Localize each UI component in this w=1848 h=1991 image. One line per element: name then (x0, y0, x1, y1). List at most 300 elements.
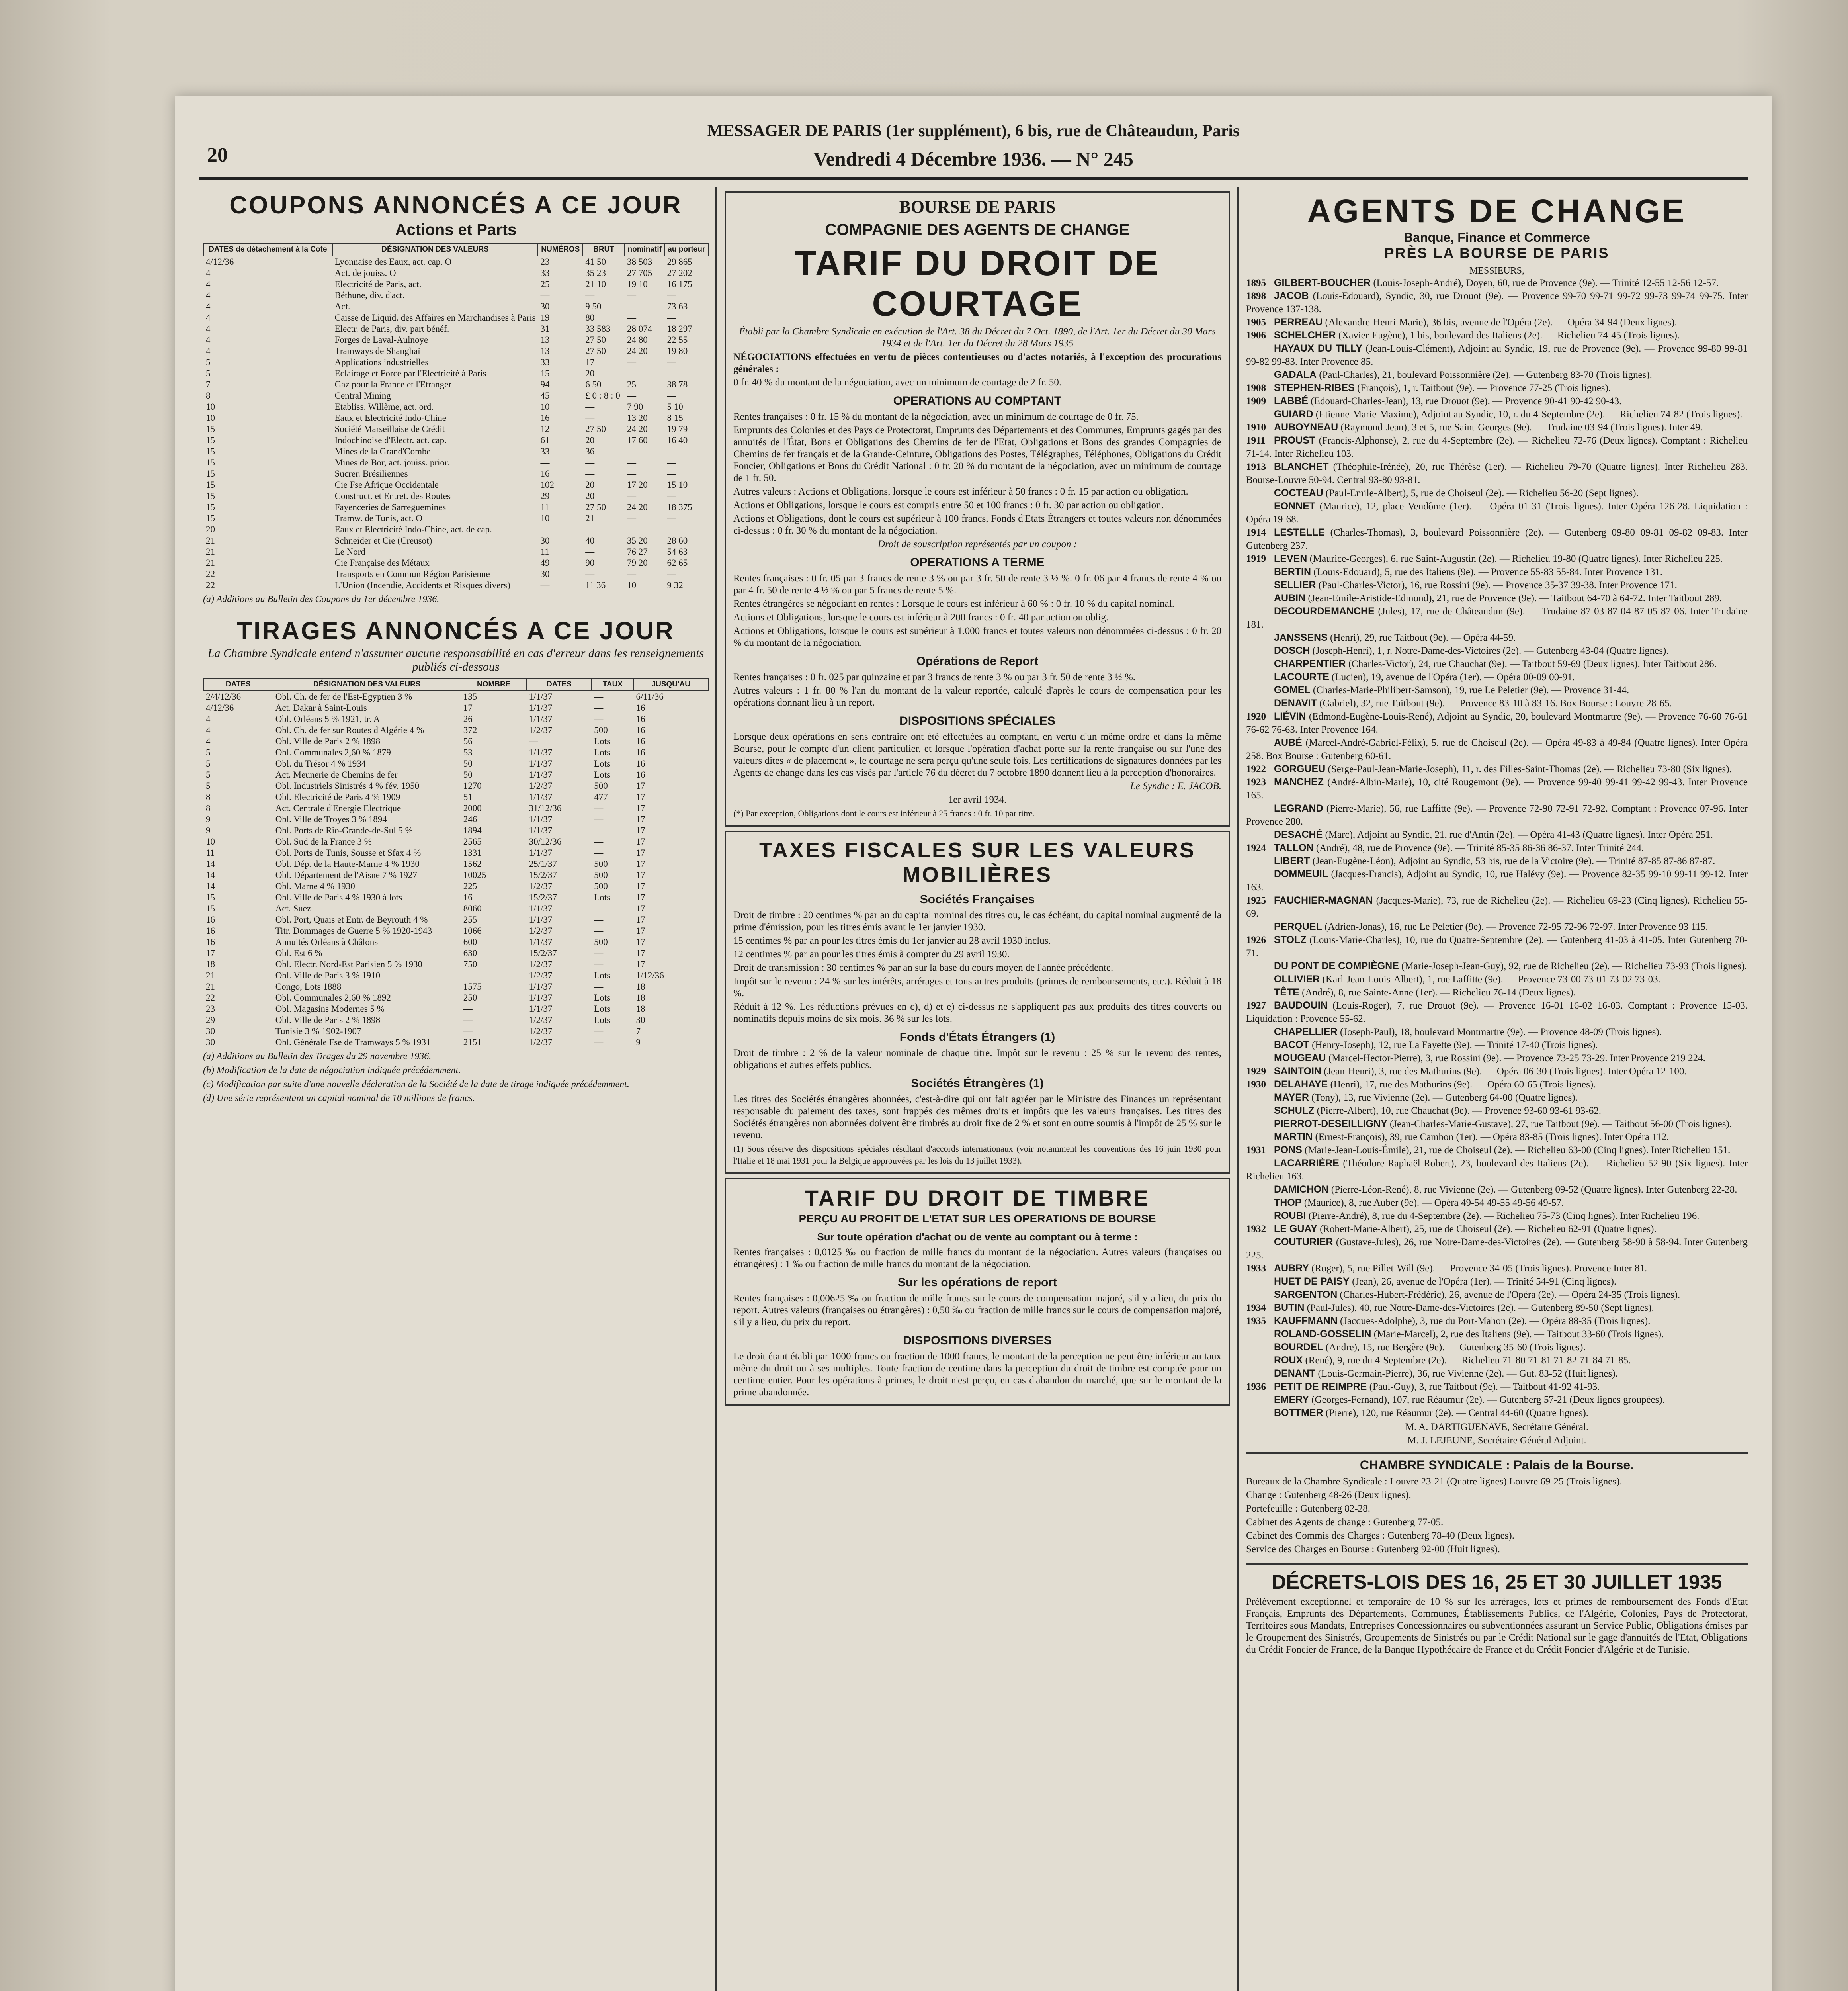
tirages-note: (b) Modification de la date de négociation indiquée précédemment. (203, 1065, 461, 1076)
table-cell: 630 (463, 948, 477, 958)
report-item: Autres valeurs : 1 fr. 80 % l'an du montant de la valeur reportée, calculé d'après le cours de compensation pour les opérations donnant lieu à un report. (733, 685, 1221, 708)
table-cell: Obl. Ville de Paris 2 % 1898 (275, 1015, 381, 1025)
agent-list (1246, 276, 1748, 1420)
table-cell: Obl. Ports de Tunis, Sousse et Sfax 4 % (275, 848, 421, 858)
table-cell: 61 (540, 435, 550, 445)
agent-entry (1246, 736, 1748, 763)
agent-entry (1246, 1354, 1748, 1367)
table-cell: Lots (594, 993, 611, 1003)
table-cell: 17 (636, 892, 645, 902)
agent-details: (Jacques-Marie), 73, rue de Richelieu (2e). — Richelieu 69-23 (Cinq lignes). Richelieu 55-69. (1246, 895, 1748, 919)
table-cell: 76 27 (627, 547, 648, 557)
table-cell: 15 (206, 513, 215, 523)
table-row (203, 959, 708, 970)
agent-name: DOMMEUIL (1274, 868, 1328, 880)
agent-year: 1922 (1246, 764, 1266, 774)
table-cell: — (627, 391, 636, 401)
table-cell: — (667, 313, 676, 323)
table-row (203, 758, 708, 769)
table-cell: 22 (206, 993, 215, 1003)
table-cell: — (627, 357, 636, 367)
table-cell: 1/1/37 (529, 915, 553, 925)
table-cell: — (627, 290, 636, 300)
table-cell: 5 (206, 368, 211, 378)
table-cell: Act. Meunerie de Chemins de fer (275, 770, 398, 780)
table-cell: 225 (463, 881, 477, 891)
table-cell: 27 50 (585, 346, 606, 356)
coupons-title: COUPONS ANNONCÉS A CE JOUR (229, 192, 682, 219)
table-cell: 600 (463, 937, 477, 947)
agent-name: EONNET (1274, 501, 1316, 512)
table-cell: 27 705 (627, 268, 652, 278)
agents-subtitle: Banque, Finance et Commerce (1404, 230, 1590, 244)
table-cell: 500 (594, 781, 608, 791)
table-cell: 21 (585, 513, 595, 523)
agent-entry (1246, 605, 1748, 631)
agent-entry (1246, 802, 1748, 828)
table-cell: — (627, 368, 636, 378)
agent-details: (Lucien), 19, avenue de l'Opéra (1er). — Opéra 00-09 00-91. (1332, 672, 1575, 683)
table-cell: 20 (585, 435, 595, 445)
table-cell: — (585, 569, 595, 579)
agent-entry (1246, 1288, 1748, 1301)
agent-name: GILBERT-BOUCHER (1274, 277, 1371, 288)
table-cell: 26 (463, 714, 473, 724)
table-cell: — (594, 837, 604, 847)
agent-details: (Charles-Victor), 24, rue Chauchat (9e). — Taitbout 59-69 (Deux lignes). Inter Taitbout 286. (1348, 659, 1717, 669)
table-cell: 246 (463, 814, 477, 824)
table-cell: Lyonnaise des Eaux, act. cap. O (334, 257, 452, 267)
agent-year: 1934 (1246, 1303, 1266, 1313)
coupons-table (203, 243, 709, 591)
table-cell: 4 (206, 335, 211, 345)
tirages-note: (c) Modification par suite d'une nouvelle déclaration de la Société de la date de tirage indiquée précédemment. (203, 1079, 629, 1089)
table-cell: 33 (540, 357, 550, 367)
table-cell: — (667, 491, 676, 501)
table-cell: Schneider et Cie (Creusot) (334, 536, 432, 546)
table-cell: 7 90 (627, 402, 643, 412)
table-cell: — (594, 814, 604, 824)
terme-list (733, 573, 1221, 649)
table-cell: 22 (206, 569, 215, 579)
table-cell: 1/1/37 (529, 904, 553, 913)
agent-details: (Charles-Marie-Philibert-Samson), 19, rue Le Peletier (9e). — Provence 31-44. (1313, 685, 1629, 696)
table-cell: Fayenceries de Sarreguemines (334, 502, 446, 512)
table-cell: 40 (585, 536, 595, 546)
table-cell: 11 (540, 502, 549, 512)
table-cell: 31 (540, 324, 550, 334)
agent-name: OLLIVIER (1274, 974, 1320, 985)
table-cell: — (463, 1004, 473, 1014)
table-cell: — (627, 446, 636, 456)
agent-details: (Pierre-Marie), 56, rue Laffitte (9e). — Provence 72-90 72-91 72-92. Comptant : Provence 07-96. Inter Provence 280. (1246, 803, 1748, 827)
table-cell: Le Nord (334, 547, 365, 557)
table-cell: 17 (636, 915, 645, 925)
table-cell: Transports en Commun Région Parisienne (334, 569, 490, 579)
table-cell: 27 50 (585, 335, 606, 345)
table-cell: 22 55 (667, 335, 688, 345)
comptant-heading: OPERATIONS AU COMPTANT (893, 394, 1062, 407)
bourse-title: BOURSE DE PARIS (899, 197, 1056, 217)
table-cell: 9 (636, 1037, 641, 1047)
coupons-header: BRUT (583, 243, 625, 256)
agent-year: 1933 (1246, 1263, 1266, 1274)
agent-details: (Maurice), 8, rue Auber (9e). — Opéra 49-54 49-55 49-56 49-57. (1304, 1197, 1564, 1208)
fr-heading: Sociétés Françaises (920, 893, 1035, 906)
table-cell: 1/2/37 (529, 881, 553, 891)
tirages-header: DÉSIGNATION DES VALEURS (273, 678, 461, 691)
agent-entry (1246, 1393, 1748, 1406)
agent-year: 1914 (1246, 527, 1266, 538)
table-cell: 15 (540, 368, 550, 378)
agent-details: (Joseph-Paul), 18, boulevard Montmartre (9e). — Provence 48-09 (Trois lignes). (1340, 1027, 1662, 1037)
negotiations-rate: 0 fr. 40 % du montant de la négociation, avec un minimum de courtage de 2 fr. 50. (733, 377, 1062, 388)
table-cell: 38 78 (667, 379, 688, 389)
agent-entry (1246, 960, 1748, 973)
agent-entry (1246, 500, 1748, 526)
chambre-list (1246, 1476, 1748, 1555)
table-cell: 16 (636, 759, 645, 769)
column-rule (1237, 187, 1239, 1991)
table-cell: 30 (206, 1037, 215, 1047)
table-cell: 8 (206, 803, 211, 813)
table-cell: Sucrer. Brésiliennes (334, 469, 408, 479)
table-cell: — (627, 524, 636, 534)
table-cell: 4/12/36 (206, 703, 234, 713)
agent-name: GORGUEU (1274, 763, 1326, 774)
courtage-intro: Établi par la Chambre Syndicale en exécution de l'Art. 38 du Décret du 7 Oct. 1890, de l'Art. 1er du Décret du 30 Mars 1934 et de l'Art. 1er du Décret du 28 Mars 1935 (739, 326, 1216, 349)
agent-year: 1910 (1246, 422, 1266, 433)
table-cell: 17 (636, 859, 645, 869)
table-cell: 20 (585, 368, 595, 378)
agent-name: JANSSENS (1274, 632, 1328, 643)
agent-details: (Marc), Adjoint au Syndic, 21, rue d'Antin (2e). — Opéra 41-43 (Quatre lignes). Inter Opéra 251. (1325, 829, 1713, 840)
agent-details: (François), 1, r. Taitbout (9e). — Provence 77-25 (Trois lignes). (1357, 383, 1611, 393)
agent-details: (Raymond-Jean), 3 et 5, rue Saint-Georges (9e). — Trudaine 03-94 (Trois lignes). Inter 49. (1340, 422, 1703, 433)
table-cell: 30 (540, 301, 550, 311)
table-cell: 1575 (463, 982, 482, 992)
table-row (203, 870, 708, 881)
table-row (203, 580, 708, 591)
agent-name: AUBRY (1274, 1263, 1309, 1274)
table-cell: 16 (540, 469, 550, 479)
agent-entry (1246, 1262, 1748, 1275)
agent-details: (Henry-Joseph), 12, rue La Fayette (9e). — Trinité 17-40 (Trois lignes). (1312, 1040, 1598, 1050)
table-cell: Gaz pour la France et l'Etranger (334, 379, 452, 389)
table-cell: 41 50 (585, 257, 606, 267)
agent-entry (1246, 1157, 1748, 1183)
table-cell: 33 583 (585, 324, 611, 334)
table-row (203, 535, 708, 546)
table-cell: 16 (206, 926, 215, 936)
table-cell: 21 (206, 558, 215, 568)
table-cell: 24 20 (627, 346, 648, 356)
comptant-item: Emprunts des Colonies et des Pays de Protectorat, Emprunts des Départements et des Communes, Emprunts gagés par des annuités de l'État, Bons et Obligations des Chemins de fer de l'Etat, Obligations et Bons des grandes Compagnies de Chemins de fer français et de la Grande-Ceinture, Obligations des Postes, Télégraphes, Téléphones, Obligations du Crédit Foncier, Obligations et Bons du Crédit National : 0 fr. 20 % du montant de la négociation, avec un minimum de courtage de 1 fr. 50. (733, 425, 1221, 483)
table-row (203, 769, 708, 780)
table-cell: — (594, 904, 604, 913)
agent-name: DESACHÉ (1274, 829, 1323, 840)
table-cell: 500 (594, 725, 608, 735)
agent-year: 1911 (1246, 435, 1266, 446)
agent-details: (Henri), 17, rue des Mathurins (9e). — Opéra 60-65 (Trois lignes). (1330, 1079, 1596, 1090)
table-cell: 31/12/36 (529, 803, 562, 813)
agent-name: DECOURDEMANCHE (1274, 606, 1375, 617)
terme-item: Rentes étrangères se négociant en rentes : Lorsque le cours est inférieur à 60 % : 0 fr. 10 % du capital nominal. (733, 598, 1174, 609)
table-cell: Cie Fse Afrique Occidentale (334, 480, 439, 490)
table-row (203, 479, 708, 491)
table-cell: 17 (636, 870, 645, 880)
table-cell: — (667, 290, 676, 300)
table-cell: 5 (206, 759, 211, 769)
table-cell: 1/1/37 (529, 714, 553, 724)
agent-entry (1246, 1314, 1748, 1328)
comptant-item: Rentes françaises : 0 fr. 15 % du montant de la négociation, avec un minimum de courtage de 0 fr. 75. (733, 411, 1139, 422)
table-cell: 20 (585, 480, 595, 490)
agent-details: (Marcel-Hector-Pierre), 3, rue Rossini (9e). — Provence 73-25 73-29. Inter Provence 219 224. (1328, 1053, 1705, 1064)
agent-year: 1936 (1246, 1381, 1266, 1392)
table-cell: 20 (206, 524, 215, 534)
syndic-signature: Le Syndic : E. JACOB. (1130, 781, 1221, 792)
table-row (203, 256, 708, 268)
table-cell: 15 (206, 458, 215, 467)
header-rule (199, 177, 1748, 180)
table-cell: Obl. Ville de Paris 4 % 1930 à lots (275, 892, 402, 902)
table-row (203, 368, 708, 379)
agent-name: DOSCH (1274, 645, 1310, 656)
agent-entry (1246, 1052, 1748, 1065)
table-row (203, 546, 708, 557)
table-cell: 477 (594, 792, 608, 802)
table-cell: 1/2/37 (529, 781, 553, 791)
table-cell: 29 (206, 1015, 215, 1025)
agent-name: LE GUAY (1274, 1223, 1317, 1234)
table-cell: 2151 (463, 1037, 482, 1047)
table-cell: 19 80 (667, 346, 688, 356)
agent-entry (1246, 1209, 1748, 1222)
agent-name: ROLAND-GOSSELIN (1274, 1328, 1371, 1340)
agent-name: PETIT DE REIMPRE (1274, 1381, 1367, 1392)
table-cell: Lots (594, 1004, 611, 1014)
agent-year: 1927 (1246, 1000, 1266, 1011)
diverses-heading: DISPOSITIONS DIVERSES (903, 1334, 1052, 1347)
agent-name: BOURDEL (1274, 1342, 1323, 1353)
table-cell: 16 (463, 892, 473, 902)
agent-year: 1919 (1246, 553, 1266, 564)
table-cell: 10 (206, 402, 215, 412)
etats-text: Droit de timbre : 2 % de la valeur nominale de chaque titre. Impôt sur le revenu : 25 % sur le revenu des rentes, obligations et autres effets publics. (733, 1048, 1221, 1070)
table-cell: Obl. Ville de Troyes 3 % 1894 (275, 814, 387, 824)
etr-text: Les titres des Sociétés étrangères abonnées, c'est-à-dire qui ont fait agréer par le Ministre des Finances un représentant responsable du paiement des taxes, sont frappés des mêmes droits et impôts que les valeurs françaises. Les titres des Sociétés étrangères non abonnées doivent être timbrés au droit fixe de 2 % et sont en outre soumis à l'impôt de 25 % sur le revenu. (733, 1094, 1221, 1140)
table-row (203, 792, 708, 803)
table-cell: 1/2/37 (529, 970, 553, 980)
agent-details: (Robert-Marie-Albert), 25, rue de Choiseul (2e). — Richelieu 62-91 (Quatre lignes). (1320, 1224, 1657, 1234)
table-cell: 1/1/37 (529, 759, 553, 769)
agent-entry (1246, 933, 1748, 960)
agent-entry (1246, 828, 1748, 841)
agent-entry (1246, 329, 1748, 342)
table-cell: 8 (206, 391, 211, 401)
table-cell: Lots (594, 736, 611, 746)
comptant-item: Actions et Obligations, dont le cours est supérieur à 100 francs, Fonds d'Etats Étrangers et toutes valeurs non dénommées ci-dessus : 0 fr. 30 % du montant de la négociation. (733, 513, 1221, 536)
table-cell: 10 (627, 580, 636, 590)
table-cell: Eaux et Electricité Indo-Chine, act. de cap. (334, 524, 492, 534)
table-cell: — (594, 714, 604, 724)
table-cell: 4 (206, 346, 211, 356)
table-cell: 24 20 (627, 502, 648, 512)
table-cell: 21 (206, 536, 215, 546)
table-row (203, 780, 708, 792)
table-cell: — (594, 703, 604, 713)
table-cell: 16 (636, 736, 645, 746)
agent-details: (Louis-Marie-Charles), 10, rue du Quatre-Septembre (2e). — Gutenberg 41-03 à 41-05. Inter Gutenberg 70-71. (1246, 935, 1748, 958)
table-cell: — (463, 970, 473, 980)
table-cell: 19 (540, 313, 550, 323)
agent-details: (Serge-Paul-Jean-Marie-Joseph), 11, r. des Filles-Saint-Thomas (2e). — Richelieu 73-80 (Six lignes). (1328, 764, 1732, 774)
table-cell: 5 (206, 747, 211, 757)
table-cell: 15/2/37 (529, 948, 557, 958)
table-cell: — (627, 301, 636, 311)
table-row (203, 691, 708, 702)
agent-entry (1246, 1078, 1748, 1091)
table-cell: 13 (540, 346, 550, 356)
chambre-title: CHAMBRE SYNDICALE : Palais de la Bourse. (1246, 1452, 1748, 1473)
agent-details: (Jean-Henri), 3, rue des Mathurins (9e). — Opéra 06-30 (Trois lignes). Inter Opéra 12-100. (1324, 1066, 1687, 1077)
table-cell: 29 (540, 491, 550, 501)
table-cell: 10 (540, 513, 550, 523)
table-cell: 16 175 (667, 279, 692, 289)
taxes-title: TAXES FISCALES SUR LES VALEURS MOBILIÈRES (759, 838, 1196, 887)
agent-details: (Marie-Marcel), 2, rue des Italiens (9e). — Taitbout 33-60 (Trois lignes). (1373, 1329, 1664, 1340)
table-row (203, 390, 708, 401)
agent-details: (Georges-Fernand), 107, rue Réaumur (2e). — Gutenberg 57-21 (Deux lignes groupées). (1311, 1394, 1665, 1405)
agent-name: BAUDOUIN (1274, 1000, 1328, 1011)
agent-entry (1246, 644, 1748, 657)
table-cell: 33 (540, 268, 550, 278)
agent-details: (Paul-Emile-Albert), 5, rue de Choiseul (2e). — Richelieu 56-20 (Sept lignes). (1325, 488, 1639, 499)
table-cell: 28 074 (627, 324, 652, 334)
table-cell: 35 20 (627, 536, 648, 546)
agent-entry (1246, 841, 1748, 855)
agent-name: COUTURIER (1274, 1236, 1333, 1248)
agent-name: LACOURTE (1274, 671, 1329, 683)
dispositions-text: Lorsque deux opérations en sens contraire ont été effectuées au comptant, en vertu d'un même ordre et dans la même Bourse, pour le compte d'un client particulier, et lorsque l'opération d'achat porte sur la rente française ou sur l'une des valeurs dites « de placement », le courtage ne sera perçu qu'une seule fois. Les certifications de signatures données par les Agents de change dans les cas visés par l'article 76 du décret du 7 octobre 1890 donnent lieu à la perception d'honoraires. (733, 731, 1221, 778)
agent-entry (1246, 697, 1748, 710)
taxes-fr-item: Réduit à 12 %. Les réductions prévues en c), d) et e) ci-dessus ne s'appliquent pas aux produits des titres couverts ou nominatifs depuis moins de six mois. 36 % sur les lots. (733, 1001, 1221, 1024)
timbre-report-text: Rentes françaises : 0,00625 ‰ ou fraction de mille francs sur le cours de compensation majoré, s'il y a lieu, du prix du report. Autres valeurs (françaises ou étrangères) : 0,50 ‰ ou fraction de mille francs sur le cours de compensation majoré, s'il y a lieu, du prix du report. (733, 1293, 1221, 1328)
column-rule (715, 187, 717, 1991)
agent-entry (1246, 1104, 1748, 1117)
table-row (203, 814, 708, 825)
agent-name: DELAHAYE (1274, 1079, 1328, 1090)
table-cell: 23 (540, 257, 550, 267)
table-cell: 8 15 (667, 413, 683, 423)
agent-details: (Jean-Eugène-Léon), Adjoint au Syndic, 53 bis, rue de la Victoire (9e). — Trinité 87-85 87-86 87-87. (1312, 856, 1715, 866)
table-row (203, 736, 708, 747)
table-cell: 4 (206, 313, 211, 323)
table-cell: 17 (636, 948, 645, 958)
table-cell: 17 60 (627, 435, 648, 445)
agent-name: PERQUEL (1274, 921, 1322, 932)
agent-name: BOTTMER (1274, 1407, 1323, 1418)
agent-details: (Louis-Germain-Pierre), 36, rue Vivienne (2e). — Gut. 83-52 (Huit lignes). (1318, 1368, 1618, 1379)
table-cell: 19 79 (667, 424, 688, 434)
agent-entry (1246, 565, 1748, 579)
agent-name: HAYAUX DU TILLY (1274, 343, 1363, 354)
table-cell: — (463, 1026, 473, 1036)
agent-year: 1926 (1246, 935, 1266, 945)
agent-details: (Théodore-Raphaël-Robert), 23, boulevard des Italiens (2e). — Richelieu 52-90 (Six lignes). Inter Richelieu 163. (1246, 1158, 1748, 1182)
agent-entry (1246, 592, 1748, 605)
agent-entry (1246, 1275, 1748, 1288)
table-row (203, 825, 708, 836)
agent-name: DAMICHON (1274, 1184, 1329, 1195)
courtage-title: TARIF DU DROIT DE COURTAGE (795, 243, 1160, 323)
table-cell: Electr. de Paris, div. part bénéf. (334, 324, 449, 334)
table-cell: 50 (463, 759, 473, 769)
secretaire-adjoint: M. J. LEJEUNE, Secrétaire Général Adjoint. (1407, 1435, 1586, 1446)
agent-name: TÊTE (1274, 987, 1299, 998)
table-cell: Applications industrielles (334, 357, 429, 367)
agent-year: 1930 (1246, 1079, 1266, 1090)
agent-entry (1246, 1222, 1748, 1236)
agent-details: (Jean-Emile-Aristide-Edmond), 21, rue de Provence (9e). — Taitbout 64-70 à 64-72. Inter Taitbout 289. (1308, 593, 1722, 604)
table-cell: 15/2/37 (529, 892, 557, 902)
table-cell: Annuités Orléans à Châlons (275, 937, 378, 947)
table-cell: 15 (206, 469, 215, 479)
coupons-header: DÉSIGNATION DES VALEURS (332, 243, 538, 256)
agent-entry (1246, 1328, 1748, 1341)
table-row (203, 725, 708, 736)
table-cell: 21 10 (585, 279, 606, 289)
table-cell: 21 (206, 982, 215, 992)
agent-name: TALLON (1274, 842, 1314, 853)
table-cell: Act. Suez (275, 904, 311, 913)
agent-details: (Paul-Charles-Victor), 16, rue Rossini (9e). — Provence 35-37 39-38. Inter Provence 171. (1318, 580, 1677, 591)
table-cell: 38 503 (627, 257, 652, 267)
table-cell: 27 202 (667, 268, 692, 278)
table-cell: — (529, 736, 538, 746)
tirages-note: (d) Une série représentant un capital nominal de 10 millions de francs. (203, 1093, 475, 1103)
table-cell: 79 20 (627, 558, 648, 568)
table-cell: 16 (540, 413, 550, 423)
table-cell: 17 (636, 803, 645, 813)
table-cell: 21 (206, 547, 215, 557)
agent-name: LIBERT (1274, 855, 1310, 866)
table-row (203, 970, 708, 981)
table-row (203, 413, 708, 424)
agent-details: (Marcel-André-Gabriel-Félix), 5, rue de Choiseul (2e). — Opéra 49-83 à 49-84 (Quatre lignes). Inter Opéra 258. Box Bourse : Gutenberg 60-61. (1246, 737, 1748, 761)
tirages-notes (203, 1051, 709, 1104)
agent-name: MAYER (1274, 1092, 1309, 1103)
table-cell: 4/12/36 (206, 257, 234, 267)
agent-entry (1246, 1236, 1748, 1262)
agent-details: (Ernest-François), 39, rue Cambon (1er). — Opéra 83-85 (Trois lignes). Inter Opéra 112. (1315, 1132, 1669, 1142)
table-row (203, 925, 708, 937)
diverses-text: Le droit étant établi par 1000 francs ou fraction de 1000 francs, le montant de la perception ne peut être inférieur au taux même du droit ou à ses multiples. Toute fraction de centime dans la perception du droit de timbre est comptée pour un centime entier. Pour les opérations à primes, le droit n'est perçu, en cas d'abandon du marché, que sur le montant de la prime abandonnée. (733, 1351, 1221, 1398)
agent-name: BERTIN (1274, 566, 1311, 577)
table-row (203, 301, 708, 312)
table-cell: — (585, 290, 595, 300)
table-cell: — (594, 926, 604, 936)
agent-name: AUBOYNEAU (1274, 422, 1338, 433)
agent-name: LESTELLE (1274, 527, 1325, 538)
agent-name: DU PONT DE COMPIÈGNE (1274, 960, 1399, 972)
agent-entry (1246, 1117, 1748, 1130)
table-cell: 1/1/37 (529, 982, 553, 992)
agent-year: 1898 (1246, 291, 1266, 301)
table-cell: 10 (540, 402, 550, 412)
agent-details: (Charles-Hubert-Frédéric), 26, avenue de l'Opéra (2e). — Opéra 24-35 (Trois lignes). (1340, 1289, 1680, 1300)
